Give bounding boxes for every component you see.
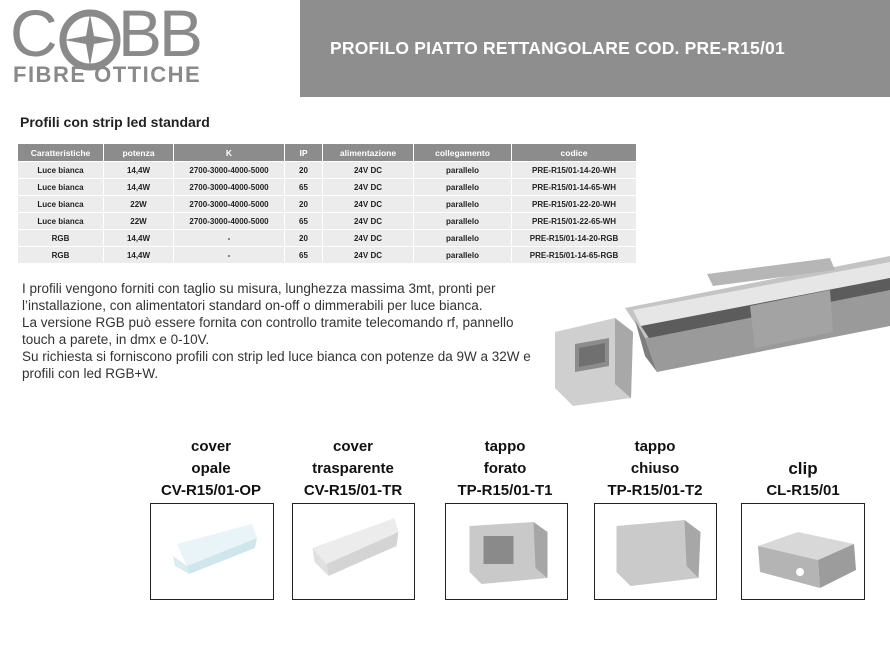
column-header: alimentazione [323, 144, 414, 162]
column-header: Caratteristiche [18, 144, 104, 162]
accessory-image-frame [445, 503, 568, 600]
table-cell: - [174, 247, 285, 264]
accessory-code: TP-R15/01-T2 [607, 482, 703, 499]
table-cell: 20 [285, 230, 323, 247]
accessory-name: tappo [634, 438, 676, 455]
page-title: PROFILO PIATTO RETTANGOLARE COD. PRE-R15/01 [330, 38, 785, 58]
table-cell: PRE-R15/01-22-65-WH [512, 213, 637, 230]
table-cell: 2700-3000-4000-5000 [174, 213, 285, 230]
column-header: K [174, 144, 285, 162]
accessory-picture [293, 504, 414, 599]
accessory-code: CV-R15/01-TR [303, 482, 403, 499]
description-text [22, 280, 542, 382]
table-cell: - [174, 230, 285, 247]
table-cell: Luce bianca [18, 213, 104, 230]
table-header-row [18, 144, 637, 162]
table-row [18, 230, 637, 247]
table-cell: 14,4W [104, 230, 174, 247]
table-cell: RGB [18, 247, 104, 264]
table-cell: PRE-R15/01-22-20-WH [512, 196, 637, 213]
table-row [18, 213, 637, 230]
accessory-item [425, 436, 585, 502]
description-paragraph: Su richiesta si forniscono profili con strip led luce bianca con potenze da 9W a 32W e profili con led RGB+W. [22, 349, 531, 381]
accessory-picture [151, 504, 273, 599]
table-cell: parallelo [414, 213, 512, 230]
header-banner [300, 0, 890, 97]
table-cell: 2700-3000-4000-5000 [174, 162, 285, 179]
logo [0, 0, 300, 97]
table-cell: parallelo [414, 179, 512, 196]
table-cell: PRE-R15/01-14-20-WH [512, 162, 637, 179]
description-paragraph: La versione RGB può essere fornita con controllo tramite telecomando rf, pannello touch a parete, in dmx e 0-10V. [22, 315, 514, 347]
accessory-item [273, 436, 433, 502]
accessory-image-frame [594, 503, 717, 600]
table-cell: parallelo [414, 162, 512, 179]
column-header: collegamento [414, 144, 512, 162]
accessory-name: clip [788, 459, 818, 478]
table-cell: parallelo [414, 247, 512, 264]
accessory-image-frame [741, 503, 865, 600]
accessory-name: opale [191, 460, 231, 477]
table-row [18, 247, 637, 264]
logo-area [0, 0, 300, 97]
table-cell: 65 [285, 213, 323, 230]
accessory-name: trasparente [312, 460, 394, 477]
table-cell: 2700-3000-4000-5000 [174, 196, 285, 213]
table-cell: 14,4W [104, 162, 174, 179]
description-paragraph: I profili vengono forniti con taglio su misura, lunghezza massima 3mt, pronti per l’installazione, con alimentatori standard on-off o dimmerabili per luce bianca. [22, 281, 496, 313]
table-cell: 2700-3000-4000-5000 [174, 179, 285, 196]
table-row [18, 179, 637, 196]
column-header: codice [512, 144, 637, 162]
accessory-image-frame [292, 503, 415, 600]
table-cell: 24V DC [323, 247, 414, 264]
table-cell: Luce bianca [18, 162, 104, 179]
table-cell: parallelo [414, 196, 512, 213]
table-cell: Luce bianca [18, 196, 104, 213]
accessory-item [131, 436, 291, 502]
table-cell: PRE-R15/01-14-65-RGB [512, 247, 637, 264]
accessory-picture [595, 504, 716, 599]
accessory-code: CV-R15/01-OP [160, 482, 262, 499]
accessory-item [575, 436, 735, 502]
accessory-item [723, 436, 883, 502]
table-cell: 24V DC [323, 179, 414, 196]
logo-letters-bb: BB [118, 0, 201, 70]
accessory-name: cover [190, 438, 232, 455]
accessory-picture [446, 504, 567, 599]
table-cell: 20 [285, 162, 323, 179]
column-header: potenza [104, 144, 174, 162]
table-cell: parallelo [414, 230, 512, 247]
table-cell: 24V DC [323, 213, 414, 230]
accessory-name: tappo [484, 438, 526, 455]
accessory-name [723, 436, 883, 458]
table-cell: Luce bianca [18, 179, 104, 196]
accessory-code: TP-R15/01-T1 [457, 482, 553, 499]
table-cell: 20 [285, 196, 323, 213]
table-cell: 24V DC [323, 230, 414, 247]
profile-product-image [545, 228, 890, 410]
accessory-name: forato [483, 460, 527, 477]
section-title: Profili con strip led standard [20, 114, 210, 130]
table-row [18, 196, 637, 213]
table-cell: PRE-R15/01-14-20-RGB [512, 230, 637, 247]
table-cell: 65 [285, 247, 323, 264]
table-cell: 65 [285, 179, 323, 196]
specs-table [17, 143, 637, 264]
accessory-image-frame [150, 503, 274, 600]
table-cell: 22W [104, 196, 174, 213]
table-cell: RGB [18, 230, 104, 247]
logo-letter-c: C [10, 0, 55, 70]
table-cell: 14,4W [104, 179, 174, 196]
accessory-name: chiuso [630, 460, 680, 477]
table-cell: 24V DC [323, 196, 414, 213]
accessory-picture [742, 504, 864, 599]
table-cell: 22W [104, 213, 174, 230]
table-row [18, 162, 637, 179]
table-cell: 24V DC [323, 162, 414, 179]
accessory-code: CL-R15/01 [766, 482, 840, 499]
table-cell: 14,4W [104, 247, 174, 264]
logo-subtitle: FIBRE OTTICHE [13, 62, 202, 87]
column-header: IP [285, 144, 323, 162]
table-cell: PRE-R15/01-14-65-WH [512, 179, 637, 196]
accessory-name: cover [332, 438, 374, 455]
